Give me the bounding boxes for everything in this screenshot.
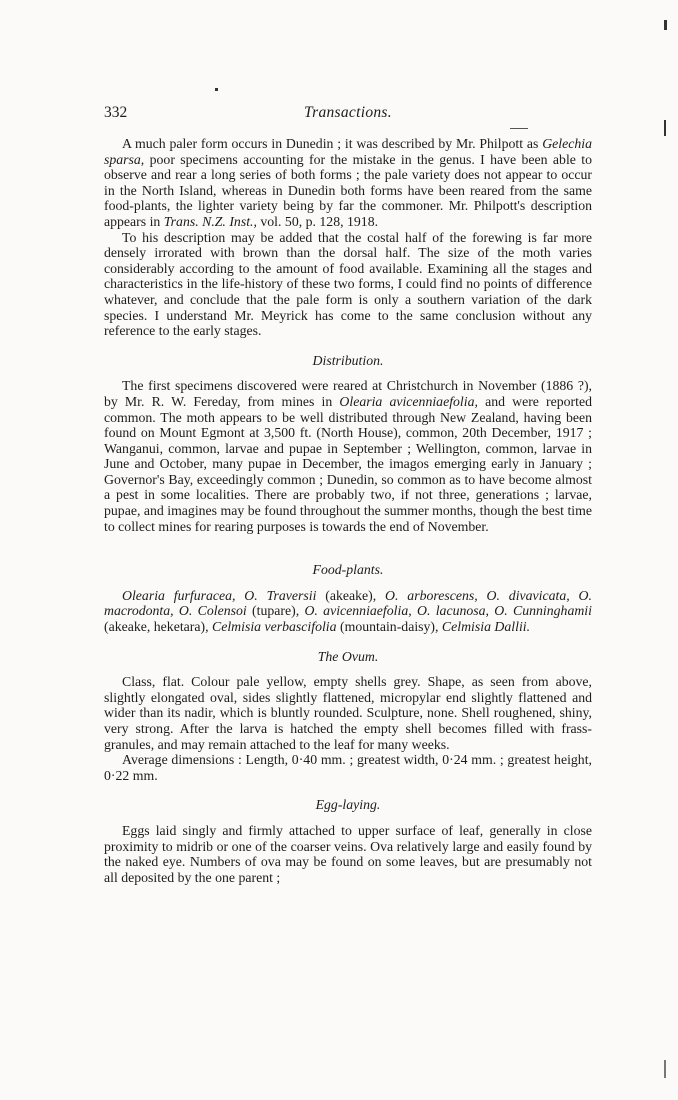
paragraph-food-plants: Olearia furfuracea, O. Traversii (akeake), O. arborescens, O. divavicata, O. macrodonta, O. Colensoi (tupare), O. avicenniaefolia, O. lacunosa, O. Cunninghamii (akeake, heketara), Celmisia verbascifolia (mountain-daisy), Celmisia Dallii.	[104, 587, 592, 635]
scan-dot-top	[215, 88, 218, 91]
heading-egg-laying: Egg-laying.	[315, 797, 381, 813]
paragraph-egg-laying: Eggs laid singly and firmly attached to upper surface of leaf, generally in close proximity to midrib or one of the coarser veins. Ova relatively large and easily found by the naked eye. Numbers of ova may be found on some leaves, but are presumably not all deposited by the one parent ;	[104, 822, 592, 885]
running-title: Transactions.	[304, 104, 392, 121]
heading-distribution: Distribution.	[312, 352, 384, 368]
scan-mark-bottom-right	[664, 1060, 666, 1078]
page-number: 332	[104, 104, 128, 121]
scan-dash-under-title	[510, 128, 528, 129]
page-body	[104, 136, 592, 885]
scan-mark-top-right	[664, 20, 667, 30]
page-header	[104, 104, 592, 124]
paragraph-ovum: Class, flat. Colour pale yellow, empty shells grey. Shape, as seen from above, slightly elongated oval, sides slightly flattened, micropylar end slightly flattened and wider than its nadir, which is bluntly rounded. Sculpture, none. Shell roughened, shiny, very strong. After the larva is hatched the empty shell becomes filled with frass-granules, and may remain attached to the leaf for many weeks.	[104, 674, 592, 752]
heading-ovum: The Ovum.	[317, 648, 379, 664]
paragraph-ovum-dimensions: Average dimensions : Length, 0·40 mm. ; greatest width, 0·24 mm. ; greatest height, 0·22 mm.	[104, 752, 592, 783]
heading-food-plants: Food-plants.	[312, 562, 384, 578]
paragraph-distribution: The first specimens discovered were reared at Christchurch in November (1886 ?), by Mr. R. W. Fereday, from mines in Olearia avicenniaefolia, and were reported common. The moth appears to be well distributed through New Zealand, having been found on Mount Egmont at 3,500 ft. (North House), common, 20th December, 1917 ; Wanganui, common, larvae and pupae in September ; Wellington, common, larvae in June and October, many pupae in December, the imagos emerging early in January ; Governor's Bay, exceedingly common ; Dunedin, so common as to have become almost a pest in some localities. There are probably two, if not three, generations ; larvae, pupae, and imagines may be found throughout the summer months, though the best time to collect mines for rearing purposes is towards the end of November.	[104, 378, 592, 534]
scan-mark-right-edge	[664, 120, 666, 136]
paragraph-pale-form: A much paler form occurs in Dunedin ; it was described by Mr. Philpott as Gelechia sparsa, poor specimens accounting for the mistake in the genus. I have been able to observe and rear a long series of both forms ; the pale variety does not appear to occur in the North Island, whereas in Dunedin both forms have been reared from the same food-plants, the lighter variety being by far the commoner. Mr. Philpott's description appears in Trans. N.Z. Inst., vol. 50, p. 128, 1918.	[104, 136, 592, 229]
paragraph-description: To his description may be added that the costal half of the forewing is far more densely irrorated with brown than the dorsal half. The size of the moth varies considerably according to the amount of food available. Examining all the stages and characteristics in the life-history of these two forms, I could find no points of difference whatever, and conclude that the pale form is only a southern variation of the dark species. I understand Mr. Meyrick has come to the same conclusion without any reference to the early stages.	[104, 229, 592, 339]
